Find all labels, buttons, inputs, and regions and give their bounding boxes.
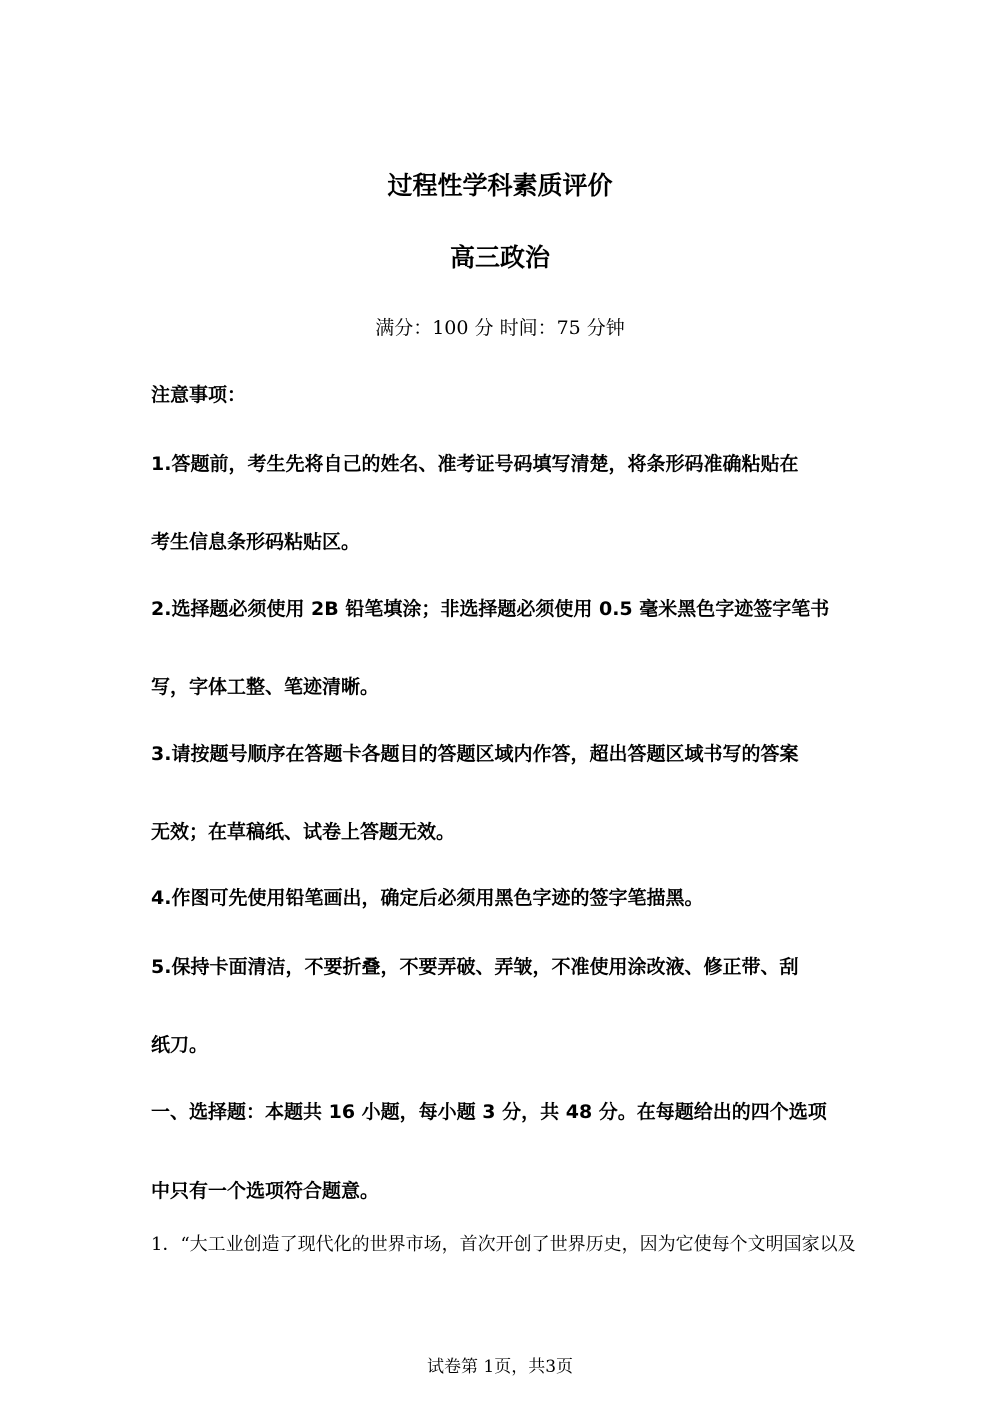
notice-line: 3.请按题号顺序在答题卡各题目的答题区域内作答，超出答题区域书写的答案: [151, 743, 799, 765]
notice-line: 写，字体工整、笔迹清晰。: [151, 676, 380, 698]
notice-heading: 注意事项：: [151, 384, 247, 406]
exam-meta: 满分：100 分 时间：75 分钟: [375, 317, 625, 339]
exam-subject: 高三政治: [449, 243, 550, 272]
notice-line: 考生信息条形码粘贴区。: [151, 531, 361, 553]
notice-line: 纸刀。: [151, 1034, 209, 1056]
page-footer: 试卷第 1页，共3页: [426, 1357, 574, 1377]
section-heading: 一、选择题：本题共 16 小题，每小题 3 分，共 48 分。在每题给出的四个选项: [151, 1101, 827, 1123]
notice-line: 4.作图可先使用铅笔画出，确定后必须用黑色字迹的签字笔描黑。: [151, 887, 704, 909]
section-heading: 中只有一个选项符合题意。: [151, 1180, 380, 1202]
question-text: 1．“大工业创造了现代化的世界市场，首次开创了世界历史，因为它使每个文明国家以及: [151, 1234, 856, 1255]
notice-line: 1.答题前，考生先将自己的姓名、准考证号码填写清楚，将条形码准确粘贴在: [151, 453, 799, 475]
notice-line: 2.选择题必须使用 2B 铅笔填涂；非选择题必须使用 0.5 毫米黑色字迹签字笔书: [151, 598, 830, 620]
notice-line: 无效；在草稿纸、试卷上答题无效。: [151, 821, 456, 843]
exam-title: 过程性学科素质评价: [387, 171, 613, 200]
notice-line: 5.保持卡面清洁，不要折叠，不要弄破、弄皱，不准使用涂改液、修正带、刮: [151, 956, 799, 978]
